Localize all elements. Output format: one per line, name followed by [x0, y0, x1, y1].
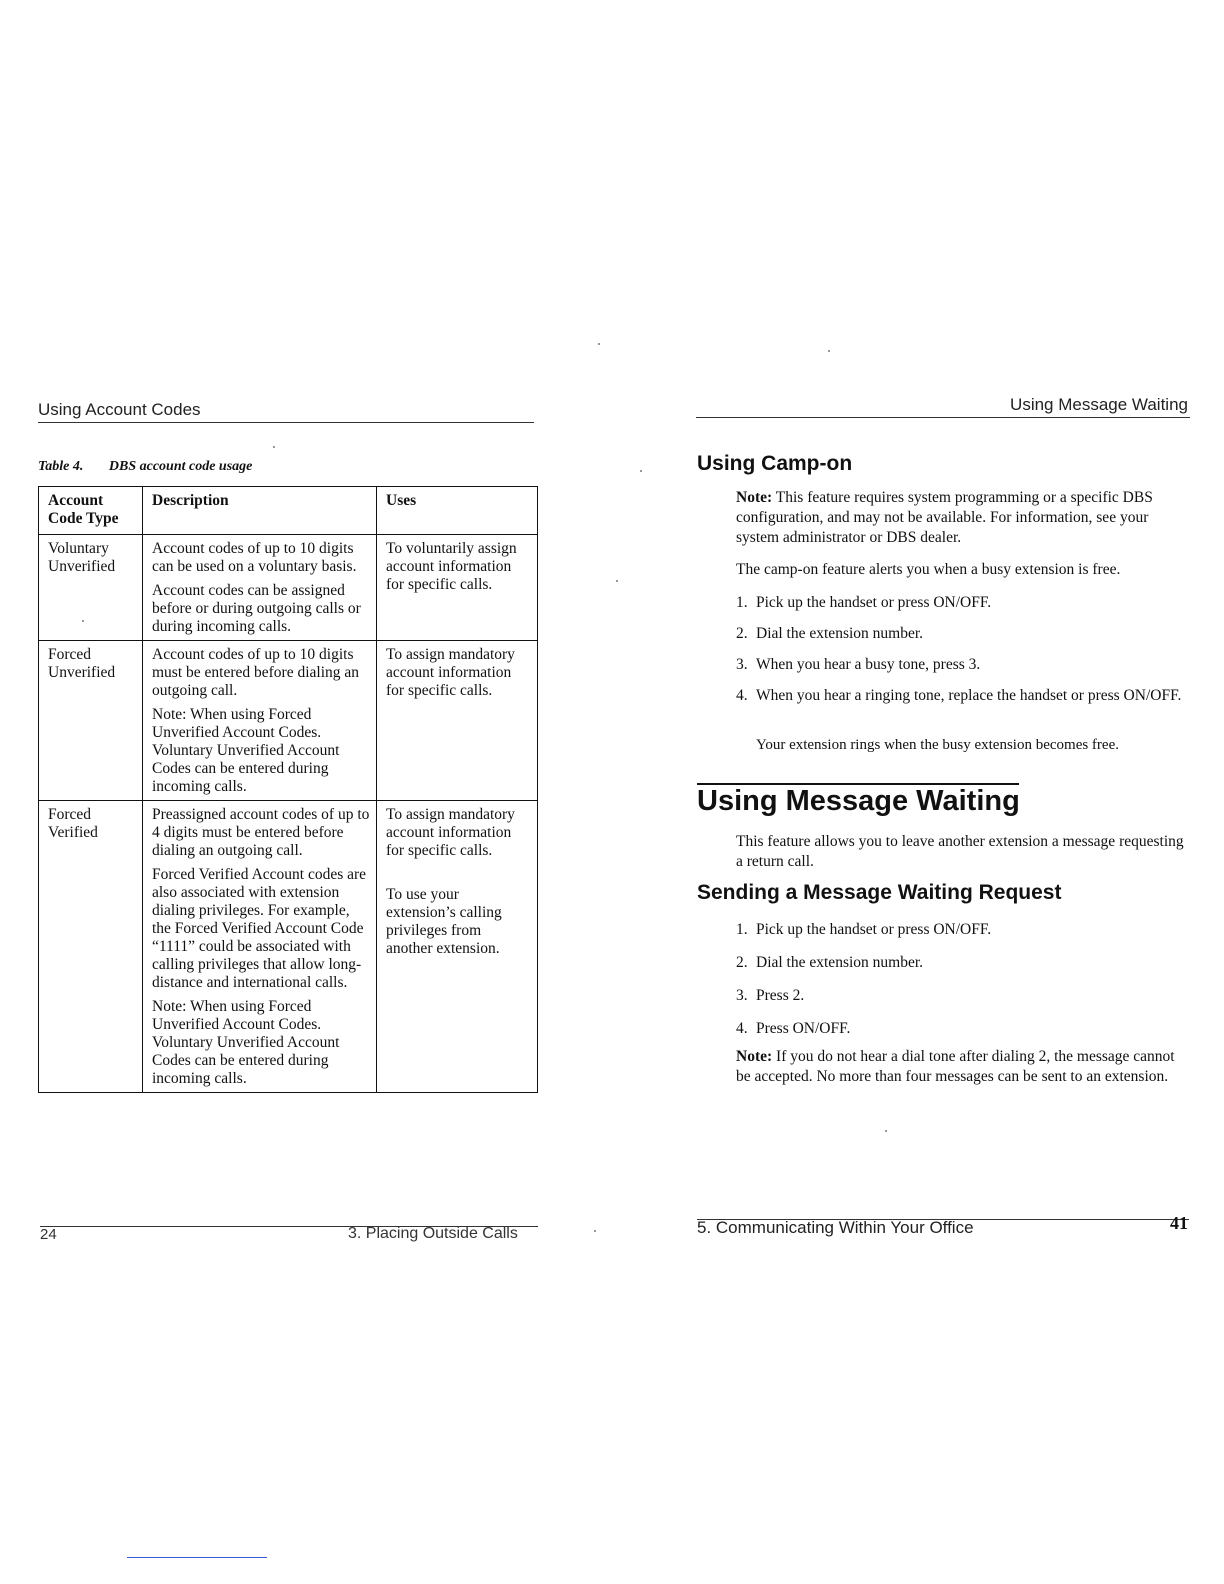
scan-speck [273, 446, 275, 448]
list-item [736, 686, 1188, 706]
table-caption [38, 459, 252, 475]
cell-type: Voluntary Unverified [39, 535, 143, 641]
scan-artifact-line [127, 1557, 267, 1558]
step-text: When you hear a ringing tone, replace the handset or press ON/OFF. [756, 687, 1182, 704]
header-account-code-type: Account Code Type [39, 487, 143, 535]
description-paragraph: Note: When using Forced Unverified Account Codes. Voluntary Unverified Account Codes can be entered during incoming calls. [152, 998, 340, 1087]
scan-speck [640, 470, 642, 472]
step-text: Press 2. [756, 987, 805, 1004]
description-paragraph: Account codes of up to 10 digits must be entered before dialing an outgoing call. [152, 646, 360, 699]
left-page-number: 24 [40, 1226, 57, 1243]
camp-on-heading: Using Camp-on [697, 452, 853, 475]
table-row [39, 801, 538, 1093]
step-number: 4. [736, 687, 748, 704]
table-row [39, 535, 538, 641]
note-text: This feature requires system programming or a specific DBS configuration, and may not be available. For information, see your system administrator or DBS dealer. [736, 489, 1153, 546]
note-label: Note: [736, 489, 773, 506]
list-item [736, 624, 1188, 644]
left-chapter-title: 3. Placing Outside Calls [348, 1225, 518, 1242]
list-item [736, 920, 1188, 940]
step-text: When you hear a busy tone, press 3. [756, 656, 981, 673]
scan-speck [598, 343, 600, 345]
list-item [736, 986, 1188, 1006]
description-paragraph: Preassigned account codes of up to 4 digits must be entered before dialing an outgoing call. [152, 806, 370, 859]
cell-uses [377, 535, 538, 641]
step-number: 2. [736, 625, 748, 642]
step-text: Press ON/OFF. [756, 1020, 851, 1037]
scan-speck [616, 580, 618, 582]
list-item [736, 953, 1188, 973]
cell-type: Forced Unverified [39, 641, 143, 801]
cell-description [143, 801, 377, 1093]
note-text: If you do not hear a dial tone after dialing 2, the message cannot be accepted. No more than four messages can be sent to an extension. [736, 1048, 1175, 1085]
header-rule-left [38, 422, 534, 423]
cell-type: Forced Verified [39, 801, 143, 1093]
step-number: 4. [736, 1020, 748, 1037]
message-waiting-heading: Using Message Waiting [697, 785, 1020, 817]
header-rule-right [696, 417, 1190, 418]
note-label: Note: [736, 1048, 773, 1065]
cell-description [143, 641, 377, 801]
table-header-row [39, 487, 538, 535]
cell-uses [377, 801, 538, 1093]
header-description: Description [143, 487, 377, 535]
camp-on-steps [736, 593, 1188, 717]
message-waiting-intro: This feature allows you to leave another extension a message requesting a return call. [736, 833, 1184, 870]
table-caption-label: Table 4. [38, 459, 84, 474]
list-item [736, 655, 1188, 675]
scan-speck [828, 350, 830, 352]
header-uses: Uses [377, 487, 538, 535]
account-code-table [38, 486, 538, 1093]
step-number: 3. [736, 987, 748, 1004]
camp-on-intro: The camp-on feature alerts you when a busy extension is free. [736, 561, 1121, 578]
list-item [736, 1019, 1188, 1039]
sending-request-steps [736, 920, 1188, 1052]
camp-on-result: Your extension rings when the busy extension becomes free. [756, 737, 1119, 753]
camp-on-note [736, 488, 1188, 548]
step-text: Pick up the handset or press ON/OFF. [756, 594, 992, 611]
list-item [736, 593, 1188, 613]
scan-speck [885, 1130, 887, 1132]
sending-request-heading: Sending a Message Waiting Request [697, 881, 1062, 904]
scan-speck [594, 1230, 596, 1232]
right-page-number: 41 [1170, 1213, 1188, 1233]
step-text: Pick up the handset or press ON/OFF. [756, 921, 992, 938]
table-row [39, 641, 538, 801]
right-running-header: Using Message Waiting [1010, 395, 1188, 414]
step-number: 1. [736, 594, 748, 611]
scan-speck [82, 620, 84, 622]
step-number: 2. [736, 954, 748, 971]
cell-uses [377, 641, 538, 801]
uses-paragraph: To assign mandatory account information for specific calls. [386, 806, 515, 859]
table-caption-title: DBS account code usage [108, 459, 253, 474]
step-number: 1. [736, 921, 748, 938]
step-text: Dial the extension number. [756, 625, 924, 642]
uses-paragraph: To voluntarily assign account information for specific calls. [386, 540, 517, 593]
description-paragraph: Account codes of up to 10 digits can be used on a voluntary basis. [152, 540, 357, 575]
description-paragraph: Note: When using Forced Unverified Account Codes. Voluntary Unverified Account Codes can be entered during incoming calls. [152, 706, 340, 795]
sending-request-note [736, 1047, 1188, 1087]
left-running-header: Using Account Codes [38, 400, 201, 419]
uses-paragraph: To assign mandatory account information for specific calls. [386, 646, 515, 699]
step-text: Dial the extension number. [756, 954, 924, 971]
right-chapter-title: 5. Communicating Within Your Office [697, 1218, 974, 1237]
description-paragraph: Forced Verified Account codes are also associated with extension dialing privileges. For example, the Forced Verified Account Code “1111” could be associated with calling privileges that allow long-distance and international calls. [152, 866, 367, 991]
cell-description [143, 535, 377, 641]
description-paragraph: Account codes can be assigned before or during outgoing calls or during incoming calls. [152, 582, 361, 635]
step-number: 3. [736, 656, 748, 673]
uses-paragraph: To use your extension’s calling privileges from another extension. [386, 886, 502, 957]
